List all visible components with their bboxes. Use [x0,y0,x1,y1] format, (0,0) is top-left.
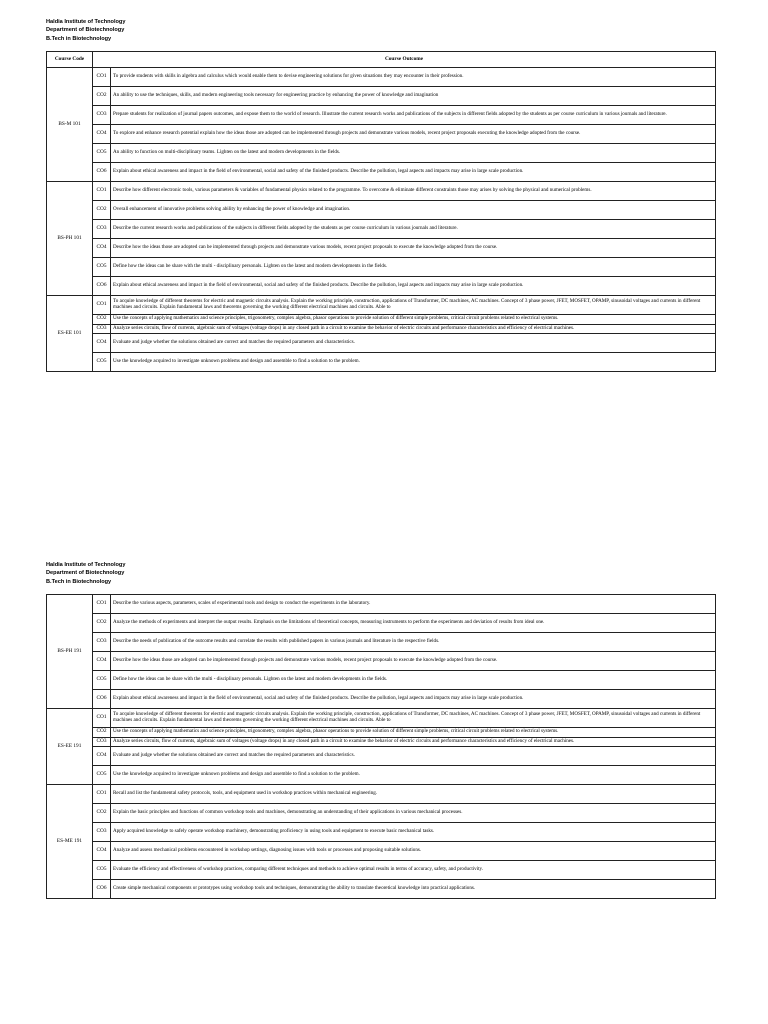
institute-name: Haldia Institute of Technology [46,562,126,568]
course-code-cell: BS-M 101 [47,68,93,182]
document-header [46,561,125,586]
co-text: Analyze and assess mechanical problems encountered in workshop settings, diagnosing issues with tools or processes and proposing suitable solutions. [111,842,716,861]
table-row [47,353,716,372]
co-text: Analyze series circuits, flow of currents, algebraic sum of voltages (voltage drops) in any closed path in a circuit to examine the behavior of electric circuits and performance characteristics and efficiency of electrical machines. [111,737,716,747]
table-row [47,239,716,258]
co-text: Recall and list the fundamental safety protocols, tools, and equipment used in workshop practices within mechanical engineering. [111,785,716,804]
table-row [47,823,716,842]
table-row [47,144,716,163]
course-code-cell: ES-EE 191 [47,709,93,785]
co-text: Describe how different electronic tools, various parameters & variables of fundamental physics related to the programme. To overcome & eliminate different constraints those may arises by solving the physical and numerical problems. [111,182,716,201]
co-label: CO3 [93,823,111,842]
table-row [47,258,716,277]
department-name: Department of Biotechnology [46,27,125,34]
co-text: Analyze the methods of experiments and interpret the output results. Emphasis on the limitations of theoretical concepts, measuring instruments to perform the experiments and deviation of results from ideal one. [111,614,716,633]
co-label: CO6 [93,690,111,709]
course-outcome-table-2 [46,594,716,899]
program-name: B.Tech in Biotechnology [46,578,112,585]
co-label: CO1 [93,595,111,614]
co-label: CO4 [93,125,111,144]
program-name: B.Tech in Biotechnology [46,35,112,42]
co-text: Evaluate the efficiency and effectiveness of workshop practices, comparing different techniques and methods to achieve optimal results in terms of accuracy, safety, and productivity. [111,861,716,880]
co-label: CO3 [93,633,111,652]
co-label: CO1 [93,709,111,728]
institute-name: Haldia Institute of Technology [46,19,126,25]
table-row [47,804,716,823]
co-label: CO5 [93,671,111,690]
co-label: CO6 [93,880,111,899]
co-text: Explain about ethical awareness and impact in the field of environmental, social and safety of the finished products. Describe the pollution, legal aspects and impacts may arise in large scale production. [111,163,716,182]
table-row [47,220,716,239]
course-code-cell: ES-EE 101 [47,296,93,372]
department-name: Department of Biotechnology [46,570,125,577]
document-header [46,18,125,43]
co-text: Evaluate and judge whether the solutions obtained are correct and matches the required parameters and characteristics. [111,334,716,353]
table-row [47,182,716,201]
table-row [47,87,716,106]
co-label: CO2 [93,201,111,220]
co-text: Describe the needs of publication of the outcome results and correlate the results with published papers in various journals and literature in the respective fields. [111,633,716,652]
co-label: CO6 [93,277,111,296]
co-text: To explore and enhance research potential explain how the ideas those are adopted can be implemented through projects and demonstrate various models, recent project proposals executing the knowledge adopted from the course. [111,125,716,144]
co-text: Evaluate and judge whether the solutions obtained are correct and matches the required parameters and characteristics. [111,747,716,766]
table-header-row [47,52,716,68]
table-row [47,68,716,87]
table-row [47,671,716,690]
table-row [47,690,716,709]
co-text: Describe the current research works and publications of the subjects in different fields adopted by the students as per course curriculum in various journals and literature. [111,220,716,239]
table-row [47,747,716,766]
table-row [47,106,716,125]
co-label: CO4 [93,747,111,766]
course-outcome-table-1 [46,51,716,372]
co-label: CO1 [93,68,111,87]
co-text: Prepare students for realization of journal papers outcomes, and expose them to the world of research. Illustrate the current research works and publications of the subjects in different fields adopted by the students as per course curriculum in various journals and literature. [111,106,716,125]
co-text: Use the knowledge acquired to investigate unknown problems and design and assemble to find a solution to the problem. [111,353,716,372]
co-text: Explain the basic principles and functions of common workshop tools and machines, demonstrating an understanding of their applications in various mechanical processes. [111,804,716,823]
co-label: CO1 [93,182,111,201]
co-text: Define how the ideas can be share with the multi - disciplinary personals. Lighten on the latest and modern developments in the fields. [111,258,716,277]
co-text: An ability to use the techniques, skills, and modern engineering tools necessary for engineering practice by enhancing the power of knowledge and imagination [111,87,716,106]
table-row [47,614,716,633]
co-label: CO4 [93,239,111,258]
co-text: An ability to function on multi-disciplinary teams. Lighten on the latest and modern developments in the fields. [111,144,716,163]
co-label: CO3 [93,324,111,334]
table-row [47,125,716,144]
co-text: Describe how the ideas those are adopted can be implemented through projects and demonstrate various models, recent project proposals to execute the knowledge adopted from the course. [111,652,716,671]
co-text: To provide students with skills in algebra and calculus which would enable them to devise engineering solutions for given situations they may encounter in their profession. [111,68,716,87]
course-code-cell: BS-PH 101 [47,182,93,296]
table-row [47,785,716,804]
co-text: Apply acquired knowledge to safely operate workshop machinery, demonstrating proficiency in using tools and equipment to execute basic mechanical tasks. [111,823,716,842]
co-label: CO2 [93,804,111,823]
table-row [47,728,716,738]
course-code-cell: BS-PH 191 [47,595,93,709]
table-row [47,595,716,614]
co-text: Define how the ideas can be share with the multi - disciplinary personals. Lighten on the latest and modern developments in the fields. [111,671,716,690]
table-row [47,201,716,220]
co-label: CO6 [93,163,111,182]
table-row [47,334,716,353]
table-row [47,842,716,861]
co-text: Use the concepts of applying mathematics and science principles, trigonometry, complex algebra, phasor operations to provide solution of different simple problems, critical circuit problems related to electrical systems. [111,728,716,738]
table-row [47,652,716,671]
col-course-outcome: Course Outcome [93,52,716,68]
co-label: CO3 [93,737,111,747]
co-label: CO3 [93,220,111,239]
col-course-code: Course Code [47,52,93,68]
table-row [47,709,716,728]
co-text: Create simple mechanical components or prototypes using workshop tools and techniques, demonstrating the ability to translate theoretical knowledge into practical applications. [111,880,716,899]
co-label: CO4 [93,652,111,671]
co-label: CO5 [93,258,111,277]
table-row [47,766,716,785]
table-row [47,296,716,315]
co-label: CO1 [93,785,111,804]
co-label: CO1 [93,296,111,315]
co-label: CO4 [93,334,111,353]
co-label: CO5 [93,353,111,372]
co-label: CO2 [93,315,111,325]
table-row [47,737,716,747]
co-label: CO2 [93,614,111,633]
co-text: Explain about ethical awareness and impact in the field of environmental, social and safety of the finished products. Describe the pollution, legal aspects and impacts may arise in large scale production. [111,690,716,709]
table-row [47,163,716,182]
co-label: CO3 [93,106,111,125]
co-text: To acquire knowledge of different theorems for electric and magnetic circuits analysis. Explain the working principle, construction, applications of Transformer, DC machines, AC machines. Concept of 3 phase power, JFET, MOSFET, OPAMP, sinusoidal voltages and currents in different machines and circuits. Explain fundamental laws and theorems governing the working different electrical machines and circuits. Able to [111,709,716,728]
co-label: CO5 [93,144,111,163]
course-code-cell: ES-ME 191 [47,785,93,899]
co-text: Use the knowledge acquired to investigate unknown problems and design and assemble to find a solution to the problem. [111,766,716,785]
co-label: CO2 [93,728,111,738]
co-label: CO2 [93,87,111,106]
co-text: Explain about ethical awareness and impact in the field of environmental, social and safety of the finished products. Describe the pollution, legal aspects and impacts may arise in large scale production. [111,277,716,296]
table-row [47,277,716,296]
co-label: CO5 [93,861,111,880]
table-row [47,861,716,880]
co-text: Analyze series circuits, flow of currents, algebraic sum of voltages (voltage drops) in any closed path in a circuit to examine the behavior of electric circuits and performance characteristics and efficiency of electrical machines. [111,324,716,334]
co-label: CO5 [93,766,111,785]
co-label: CO4 [93,842,111,861]
table-row [47,880,716,899]
table-row [47,633,716,652]
co-text: To acquire knowledge of different theorems for electric and magnetic circuits analysis. Explain the working principle, construction, applications of Transformer, DC machines, AC machines. Concept of 3 phase power, JFET, MOSFET, OPAMP, sinusoidal voltages and currents in different machines and circuits. Explain fundamental laws and theorems governing the working different electrical machines and circuits. Able to [111,296,716,315]
co-text: Overall enhancement of innovative problems solving ability by enhancing the power of knowledge and imagination. [111,201,716,220]
co-text: Use the concepts of applying mathematics and science principles, trigonometry, complex algebra, phasor operations to provide solution of different simple problems, critical circuit problems related to electrical systems. [111,315,716,325]
table-row [47,315,716,325]
co-text: Describe how the ideas those are adopted can be implemented through projects and demonstrate various models, recent project proposals to execute the knowledge adopted from the course. [111,239,716,258]
table-row [47,324,716,334]
co-text: Describe the various aspects, parameters, scales of experimental tools and design to conduct the experiments in the laboratory. [111,595,716,614]
